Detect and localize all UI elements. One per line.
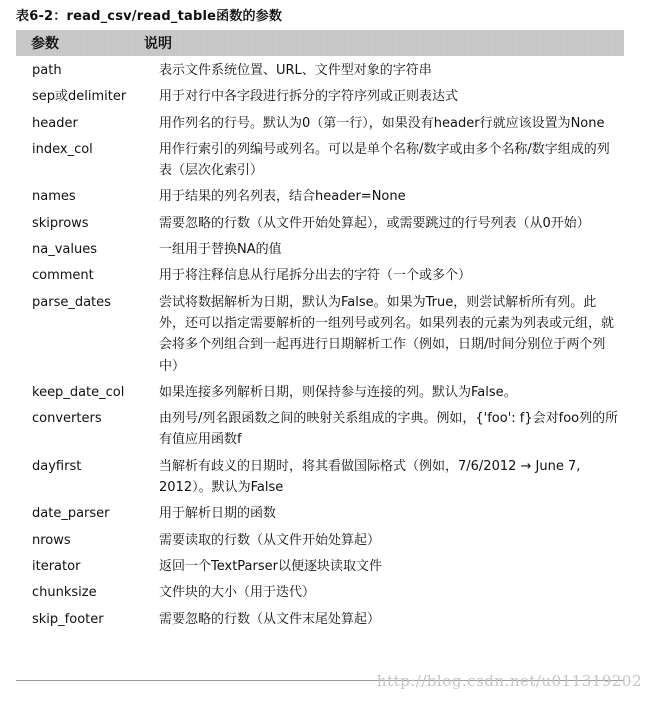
table-row xyxy=(16,528,626,554)
column-header-param: 参数 xyxy=(31,36,59,52)
param-name: na_values xyxy=(32,242,97,258)
table-caption: 表6-2：read_csv/read_table函数的参数 xyxy=(16,9,283,24)
table-row xyxy=(16,607,626,633)
param-desc: 由列号/列名跟函数之间的映射关系组成的字典。例如，{'foo': f}会对foo列的所有值应用函数f xyxy=(159,411,619,448)
param-desc: 用于对行中各字段进行拆分的字符序列或正则表达式 xyxy=(159,89,459,105)
param-desc: 用作行索引的列编号或列名。可以是单个名称/数字或由多个名称/数字组成的列表（层次化索引） xyxy=(159,141,610,179)
param-name: nrows xyxy=(32,532,71,548)
param-name: names xyxy=(32,189,76,205)
param-name: dayfirst xyxy=(32,458,82,474)
param-name: index_col xyxy=(32,141,93,157)
param-name: comment xyxy=(32,268,94,284)
table-row xyxy=(16,501,626,527)
table-row xyxy=(16,184,626,210)
table-row xyxy=(16,554,626,580)
table-row xyxy=(16,211,626,237)
param-name: sep或delimiter xyxy=(32,89,127,105)
param-name: skip_footer xyxy=(32,611,104,627)
param-desc: 用于将注释信息从行尾拆分出去的字符（一个或多个） xyxy=(159,268,472,284)
param-name: keep_date_col xyxy=(32,384,125,400)
param-desc: 尝试将数据解析为日期，默认为False。如果为True，则尝试解析所有列。此外，还可以指定需要解析的一组列号或列名。如果列表的元素为列表或元组，就会将多个列组合到一起再进行日期解析工作（例如，日期/时间分别位于两个列中） xyxy=(159,294,615,374)
table-header-band xyxy=(16,30,624,56)
param-name: date_parser xyxy=(32,506,110,522)
param-desc: 如果连接多列解析日期，则保持参与连接的列。默认为False。 xyxy=(159,384,517,400)
table-row xyxy=(16,263,626,289)
param-desc: 需要忽略的行数（从文件末尾处算起） xyxy=(159,611,381,627)
param-name: path xyxy=(32,63,62,78)
param-name: converters xyxy=(32,411,102,427)
table-row xyxy=(16,84,626,110)
param-desc: 表示文件系统位置、URL、文件型对象的字符串 xyxy=(159,63,432,78)
table-row xyxy=(16,237,626,263)
param-desc: 用于结果的列名列表，结合header=None xyxy=(159,189,406,205)
param-name: chunksize xyxy=(32,585,97,601)
table-row xyxy=(16,454,626,502)
table-row xyxy=(16,111,626,137)
param-name: skiprows xyxy=(32,215,89,231)
param-desc: 需要读取的行数（从文件开始处算起） xyxy=(159,532,381,548)
param-desc: 文件块的大小（用于迭代） xyxy=(159,585,316,601)
param-desc: 需要忽略的行数（从文件开始处算起），或需要跳过的行号列表（从0开始） xyxy=(159,215,590,231)
param-name: header xyxy=(32,115,78,131)
param-name: parse_dates xyxy=(32,294,111,310)
parameter-table xyxy=(16,58,626,633)
param-desc: 返回一个TextParser以便逐块读取文件 xyxy=(159,558,382,574)
watermark: http://blog.csdn.net/u011319202 xyxy=(376,672,642,690)
param-name: iterator xyxy=(32,558,81,574)
table-row xyxy=(16,137,626,185)
param-desc: 当解析有歧义的日期时，将其看做国际格式（例如，7/6/2012 → June 7, 2012）。默认为False xyxy=(159,458,581,496)
table-row xyxy=(16,580,626,606)
table-row xyxy=(16,406,626,454)
table-row xyxy=(16,290,626,380)
table-row xyxy=(16,380,626,406)
param-desc: 用于解析日期的函数 xyxy=(159,506,277,522)
param-desc: 用作列名的行号。默认为0（第一行），如果没有header行就应该设置为None xyxy=(159,115,605,131)
param-desc: 一组用于替换NA的值 xyxy=(159,242,282,258)
table-row xyxy=(16,58,626,84)
column-header-desc: 说明 xyxy=(144,36,172,52)
